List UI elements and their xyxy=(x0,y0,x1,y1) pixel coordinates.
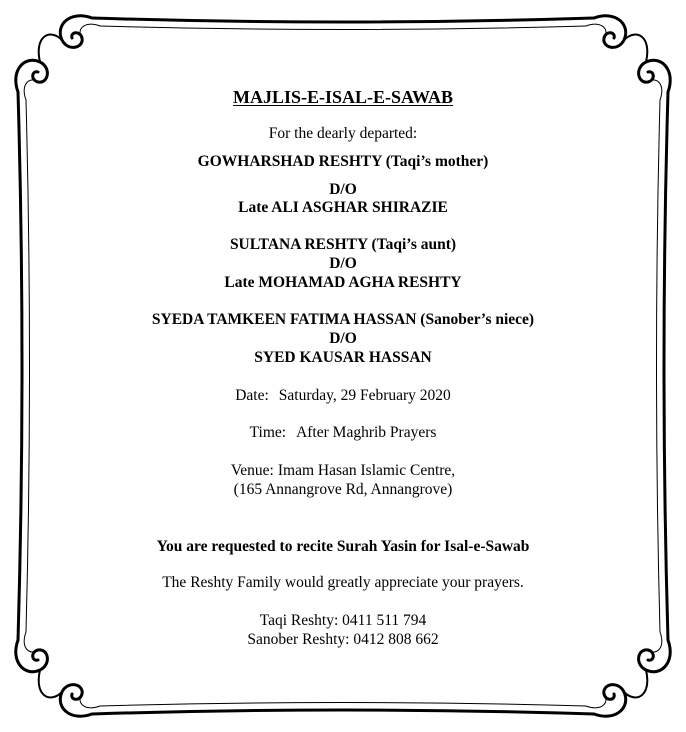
departed-2-name: SULTANA RESHTY (Taqi’s aunt) xyxy=(229,236,457,253)
departed-3-parent: SYED KAUSAR HASSAN xyxy=(254,349,432,366)
time-row xyxy=(0,424,686,442)
border-top xyxy=(92,18,594,22)
date-row xyxy=(0,387,686,405)
departed-1-name: GOWHARSHAD RESHTY (Taqi’s mother) xyxy=(197,153,489,170)
border-bottom xyxy=(92,710,594,714)
venue-line-2: (165 Annangrove Rd, Annangrove) xyxy=(233,481,453,498)
contact-taqi: Taqi Reshty: 0411 511 794 xyxy=(259,612,427,629)
departed-3-name: SYEDA TAMKEEN FATIMA HASSAN (Sanober’s niece) xyxy=(151,311,535,328)
venue-line-1: Imam Hasan Islamic Centre, xyxy=(277,462,456,479)
venue-row xyxy=(0,462,686,480)
contact-sanober: Sanober Reshty: 0412 808 662 xyxy=(247,631,439,648)
page-title: MAJLIS-E-ISAL-E-SAWAB xyxy=(232,87,454,107)
venue-label: Venue: xyxy=(230,462,274,479)
date-label: Date: xyxy=(235,387,269,404)
departed-2-relation: D/O xyxy=(329,255,357,272)
request-text: You are requested to recite Surah Yasin for Isal-e-Sawab xyxy=(156,538,530,555)
time-label: Time: xyxy=(249,424,287,441)
departed-1-relation: D/O xyxy=(329,181,357,198)
departed-2-parent: Late MOHAMAD AGHA RESHTY xyxy=(224,274,462,291)
departed-3-relation: D/O xyxy=(329,330,357,347)
time-value: After Maghrib Prayers xyxy=(296,424,437,441)
date-value: Saturday, 29 February 2020 xyxy=(278,387,451,404)
appreciation-text: The Reshty Family would greatly appreciate your prayers. xyxy=(162,574,524,591)
departed-1-parent: Late ALI ASGHAR SHIRAZIE xyxy=(238,199,448,216)
intro-text: For the dearly departed: xyxy=(268,125,418,142)
